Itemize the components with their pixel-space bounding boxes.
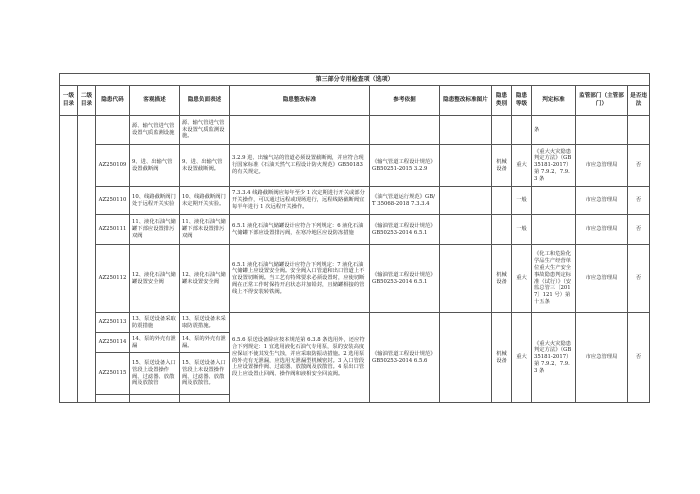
header-row — [60, 86, 650, 116]
standard-cell: 7.3.3.4 线路截断阀应每年至少 1 次定期进行开关或部分开关操作，可以通过远程或现场进行，远程线路截断阀宜每半年进行 1 次远程开关操作。 — [230, 187, 370, 215]
dept-cell: 市应急管理局 — [576, 145, 628, 187]
image-cell — [440, 187, 492, 215]
objective-cell: 10、线路截断阀门处于远程开关实验 — [130, 187, 180, 215]
basis-cell: 《输油管道工程设计规范》GB50253-2014 6.5.6 — [370, 313, 440, 403]
negative-cell — [180, 395, 230, 403]
basis-cell — [370, 116, 440, 145]
header-cell: 是否违法 — [628, 86, 650, 116]
objective-cell: 12、液化石油气储罐设置安全阀 — [130, 245, 180, 313]
level-cell: 重大 — [512, 145, 532, 187]
illegal-cell — [628, 116, 650, 145]
dept-cell: 市应急管理局 — [576, 215, 628, 245]
objective-cell — [130, 395, 180, 403]
category-cell — [492, 116, 512, 145]
header-cell: 二级目录 — [78, 86, 96, 116]
header-cell: 客观描述 — [130, 86, 180, 116]
objective-cell: 15、泵送设备入口管段上设置操作阀、过滤器、放散阀及放散管 — [130, 353, 180, 395]
dept-cell: 市应急管理局 — [576, 245, 628, 313]
criterion-cell — [532, 187, 576, 215]
category-cell — [492, 187, 512, 215]
inspection-sheet — [59, 73, 649, 403]
inspection-table — [59, 73, 650, 403]
criterion-cell: 《重大火灾隐患判定方法》（GB35181-2017）第 7.9.2、7.9.3 条 — [532, 145, 576, 187]
header-cell: 判定标准 — [532, 86, 576, 116]
image-cell — [440, 245, 492, 313]
header-cell: 隐患整改标准图片 — [440, 86, 492, 116]
dept-cell: 市应急管理局 — [576, 187, 628, 215]
image-cell — [440, 145, 492, 187]
code-cell: AZ250110 — [96, 187, 130, 215]
code-cell: AZ250112 — [96, 245, 130, 313]
standard-cell: 3.2.9 进、出输气站的管道必须设置截断阀，并应符合现行国家标准《石油天然气工程设计防火规范》GB50183 的有关规定。 — [230, 145, 370, 187]
illegal-cell: 否 — [628, 313, 650, 403]
basis-cell: 《输气管道工程设计规范》GB50251-2015 3.2.9 — [370, 145, 440, 187]
criterion-cell: 条 — [532, 116, 576, 145]
basis-cell: 《油气管道运行规范》GB/T 35068-2018 7.3.3.4 — [370, 187, 440, 215]
level-cell: 重大 — [512, 313, 532, 403]
basis-cell: 《输油管道工程设计规范》GB50253-2014 6.5.1 — [370, 215, 440, 245]
section-title: 第三部分专用检查项（选项） — [60, 74, 650, 86]
criterion-cell: 《化工和危险化学品生产经营单位重大生产安全事故隐患判定标准（试行）》（安监总管三〔2017〕121 号）第十五条 — [532, 245, 576, 313]
header-cell: 参考依据 — [370, 86, 440, 116]
code-cell: AZ250113 — [96, 313, 130, 333]
criterion-cell — [532, 215, 576, 245]
table-row — [60, 215, 650, 245]
illegal-cell: 否 — [628, 245, 650, 313]
image-cell — [440, 116, 492, 145]
objective-cell: 9、进、出输气管设置截断阀 — [130, 145, 180, 187]
header-cell: 隐患等级 — [512, 86, 532, 116]
header-cell: 隐患类别 — [492, 86, 512, 116]
negative-cell: 12、液化石油气储罐未设置安全阀 — [180, 245, 230, 313]
category-cell — [492, 215, 512, 245]
objective-cell: 14、泵的外壳有泄漏 — [130, 333, 180, 353]
standard-cell: 6.5.1 液化石油气储罐设计应符合下列规定：7 液化石油气储罐上应设置安全阀。安全阀入口管道和出口管道上不宜设置切断阀。当工艺有特殊要求必须设置时，应使切断阀在正常工作时保持开启状态并加铅封，且储罐相接的管线上不得安装转铁阀。 — [230, 245, 370, 313]
level1-dir-cell — [60, 116, 78, 403]
dept-cell — [576, 116, 628, 145]
header-cell: 隐患负面表述 — [180, 86, 230, 116]
level-cell: 一般 — [512, 215, 532, 245]
code-cell: AZ250114 — [96, 333, 130, 353]
criterion-cell: 《重大火灾隐患判定方法》（GB35181-2017）第 7.9.2、7.9.3 条 — [532, 313, 576, 403]
section-title-row — [60, 74, 650, 86]
negative-cell: 源、输气管进气管未设置气质监测设施。 — [180, 116, 230, 145]
objective-cell: 13、泵送设备采取防震措施 — [130, 313, 180, 333]
level2-dir-cell — [78, 116, 96, 403]
negative-cell: 10、线路截断阀门未定期开关实验。 — [180, 187, 230, 215]
negative-cell: 11、液化石油气储罐下部未设置排污双阀 — [180, 215, 230, 245]
level-cell: 一般 — [512, 187, 532, 215]
level-cell — [512, 116, 532, 145]
header-cell: 隐患代码 — [96, 86, 130, 116]
standard-cell — [230, 116, 370, 145]
header-cell: 一级目录 — [60, 86, 78, 116]
category-cell: 机械设备 — [492, 313, 512, 403]
standard-cell: 6.5.1 液化石油气储罐设计应符合下列规定：6 液化石油气储罐下部应设置排污阀，在寒冷地区应设防冻措施 — [230, 215, 370, 245]
header-cell: 监管部门（主管部门） — [576, 86, 628, 116]
table-row — [60, 116, 650, 145]
negative-cell: 13、泵送设备未采取防震措施。 — [180, 313, 230, 333]
category-cell: 机械设备 — [492, 245, 512, 313]
category-cell: 机械设备 — [492, 145, 512, 187]
basis-cell: 《输油管道工程设计规范》GB50253-2014 6.5.1 — [370, 245, 440, 313]
objective-cell: 源、输气管进气管设置气质监测设施 — [130, 116, 180, 145]
image-cell — [440, 313, 492, 403]
image-cell — [440, 215, 492, 245]
table-row — [60, 313, 650, 333]
table-row — [60, 145, 650, 187]
illegal-cell: 否 — [628, 215, 650, 245]
table-row — [60, 245, 650, 313]
header-cell: 隐患整改标准 — [230, 86, 370, 116]
standard-cell: 6.5.6 泵送设备除应按本规范第 6.3.8 条选用外，还应符合下列规定：1 宜选用液化石油气专用泵，泵的安装高度应保证不使其发生气蚀，并应采取防振动措施。2 选用泵的外壳有无泄漏，应选用无泄漏型机械密封。3 入口管段上应设置操作阀、过滤器、放散阀及放散管。4 泵出口管段上应设置止回阀、操作阀和液相安全回流阀。 — [230, 313, 370, 403]
code-cell: AZ250109 — [96, 145, 130, 187]
table-row — [60, 187, 650, 215]
code-cell: AZ250115 — [96, 353, 130, 395]
code-cell — [96, 395, 130, 403]
illegal-cell: 否 — [628, 145, 650, 187]
level-cell: 重大 — [512, 245, 532, 313]
code-cell — [96, 116, 130, 145]
negative-cell: 14、泵的外壳有泄漏。 — [180, 333, 230, 353]
negative-cell: 9、进、出输气管未设置截断阀。 — [180, 145, 230, 187]
objective-cell: 11、液化石油气储罐下部应设置排污双阀 — [130, 215, 180, 245]
illegal-cell: 否 — [628, 187, 650, 215]
code-cell: AZ250111 — [96, 215, 130, 245]
dept-cell: 市应急管理局 — [576, 313, 628, 403]
negative-cell: 15、泵送设备入口管段上未设置操作阀、过滤器、放散阀及放散管。 — [180, 353, 230, 395]
